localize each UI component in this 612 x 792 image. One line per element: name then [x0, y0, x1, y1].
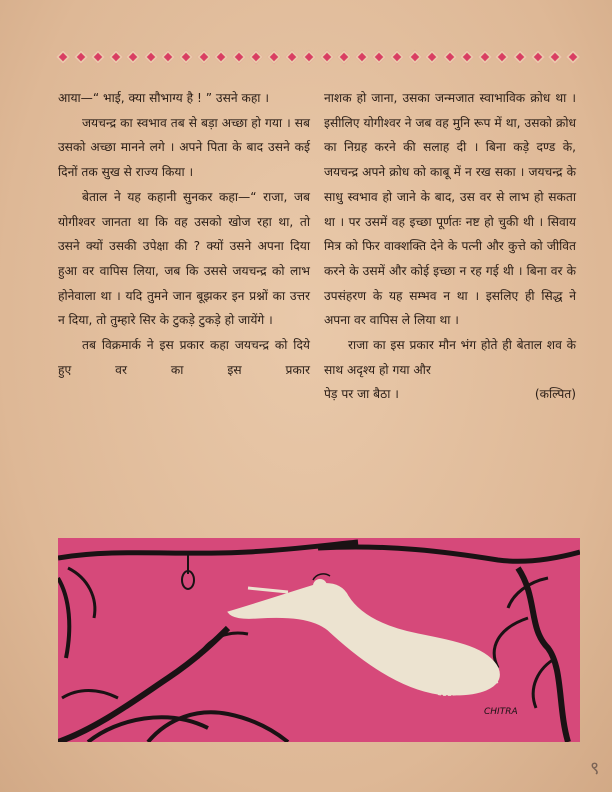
left-column: [58, 86, 310, 382]
paragraph: बेताल ने यह कहानी सुनकर कहा—“ राजा, जब योगीश्वर जानता था कि वह उसको खोज रहा था, तो उसने क्यों उसकी उपेक्षा की ? क्यों उसने अपना दिया हुआ वर वापिस लिया, जब कि उससे जयचन्द्र को लाभ होनेवाला था । यदि तुमने जान बूझकर इन प्रश्नों का उत्तर न दिया, तो तुम्हारे सिर के टुकड़े टुकड़े हो जायेंगे ।: [58, 189, 310, 328]
paragraph: आया—“ भाई, क्या सौभाग्य है ! ” उसने कहा ।: [58, 91, 269, 105]
page-number: ९: [590, 758, 600, 779]
illustration-art: [58, 538, 580, 742]
paragraph: तब विक्रमार्क ने इस प्रकार कहा जयचन्द्र को दिये हुए वर का इस प्रकार: [58, 338, 310, 377]
decorative-border: [58, 48, 578, 66]
closing-line: [324, 382, 576, 407]
closing-text: पेड़ पर जा बैठा ।: [324, 387, 399, 402]
paragraph: राजा का इस प्रकार मौन भंग होते ही बेताल शव के साथ अदृश्य हो गया और: [324, 338, 576, 377]
paragraph: जयचन्द्र का स्वभाव तब से बड़ा अच्छा हो गया । सब उसको अच्छा मानने लगे । अपने पिता के बाद उसने कई दिनों तक सुख से राज्य किया ।: [58, 115, 310, 180]
paragraph: नाशक हो जाना, उसका जन्मजात स्वाभाविक क्रोध था । इसीलिए योगीश्वर ने जब वह मुनि रूप में था, उसको क्रोध का निग्रह करने की सलाह दी । बिना कड़े दण्ड के, जयचन्द्र अपने क्रोध को काबू में न रख सका । जयचन्द्र के साधु स्वभाव हो जाने के बाद, उस वर से लाभ हो सकता था । पर उसमें वह इच्छा पूर्णतः नष्ट हो चुकी थी । सिवाय मित्र को फिर वाक्शक्ति देने के पत्नी और कुत्ते को जीवित करने के उसमें और कोई इच्छा न रह गई थी । बिना वर के उपसंहरण के यह सम्भव न था । इसलिए ही सिद्ध ने अपना वर वापिस ले लिया था ।: [324, 91, 576, 328]
vetal-illustration: [58, 538, 580, 742]
artist-signature: CHITRA: [484, 707, 518, 717]
right-column: [324, 86, 576, 407]
fiction-credit: (कल्पित): [534, 387, 576, 402]
